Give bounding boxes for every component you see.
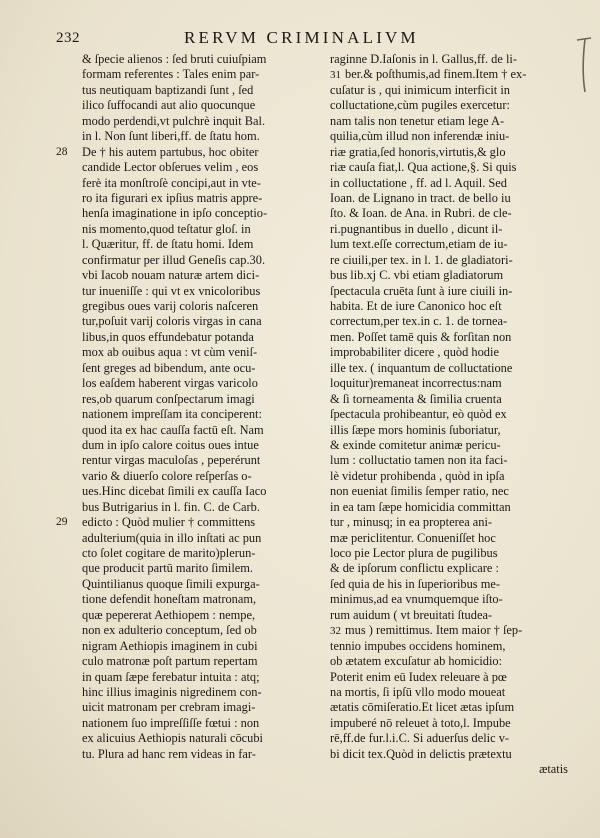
text-line [330, 469, 574, 484]
line-text: & de ipſorum conflictu explicare : [330, 561, 499, 576]
text-line [330, 500, 574, 515]
text-line [82, 253, 306, 268]
line-text: ſpectacula cruēta ſunt à iure ciuili in- [330, 283, 513, 298]
text-line [82, 423, 306, 438]
line-text: non eueniat ſimilis ſemper ratio, nec [330, 484, 509, 499]
text-line [82, 500, 306, 515]
line-text: in l. Non ſunt liberi,ff. de ſtatu hom. [82, 129, 260, 144]
line-text: libus,in quos effundebatur potanda [82, 329, 254, 344]
text-line [82, 623, 306, 638]
text-line [330, 685, 574, 700]
text-line [82, 191, 306, 206]
line-text: bi dicit tex.Quòd in delictis prætextu [330, 746, 512, 761]
text-line [330, 361, 574, 376]
text-line [82, 376, 306, 391]
text-line [330, 670, 574, 685]
line-text: Quintilianus quoque ſimili expurga- [82, 576, 260, 591]
text-line [82, 670, 306, 685]
line-text: improbabiliter dicere , quòd hodie [330, 345, 499, 360]
text-line [330, 484, 574, 499]
text-line [330, 114, 574, 129]
text-line [82, 731, 306, 746]
line-text: riæ cauſa fiat,l. Qua actione,§. Si quis [330, 160, 517, 175]
line-text: rentur virgas maculoſas , peperérunt [82, 453, 261, 468]
line-text: loquitur)remaneat incorrectus:nam [330, 376, 502, 391]
folio-number: 232 [56, 30, 80, 46]
line-text: riæ gratia,ſed honoris,virtutis,& glo [330, 144, 506, 159]
line-text: mæ periclitentur. Conueniſſet hoc [330, 530, 496, 545]
line-text: quod ita ex hac cauſſa factū eſt. Nam [82, 422, 264, 437]
line-text: impuberé nō releuet à toto,l. Impube [330, 715, 511, 730]
text-line [330, 531, 574, 546]
text-line [330, 731, 574, 746]
text-line [82, 206, 306, 221]
line-text: ues.Hinc dicebat ſimili ex cauſſa Iaco [82, 484, 267, 499]
text-line [330, 237, 574, 252]
line-text: ætatis cōmiſeratio.Et licet ætas ipſum [330, 700, 515, 715]
line-text: Ioan. de Lignano in tract. de bello iu [330, 190, 511, 205]
line-text: loco pie Lector plura de pugilibus [330, 546, 498, 560]
line-text: mus ) remittimus. Item maior † ſep- [345, 623, 523, 638]
text-line [82, 577, 306, 592]
text-line [82, 98, 306, 113]
text-line [82, 608, 306, 623]
text-line [82, 314, 306, 329]
text-line [330, 52, 574, 67]
line-text: modo perdendi,vt pulchrè inquit Bal. [82, 113, 266, 128]
line-text: mox ab ouibus aqua : vt cùm veniſ- [82, 345, 258, 360]
line-text: nam talis non tenetur etiam lege A- [330, 113, 505, 128]
text-line [82, 268, 306, 283]
catchword: ætatis [539, 762, 568, 777]
line-text: tione defendit honeſtam matronam, [82, 592, 257, 607]
line-text: hinc illius imaginis nigredinem con- [82, 684, 262, 699]
line-text: illis ſæpe mors hominis ſuboriatur, [330, 422, 501, 437]
text-line [330, 129, 574, 144]
line-text: in ea tam ſæpe homicidia committan [330, 499, 511, 514]
line-text: & exinde comitetur animæ pericu- [330, 437, 501, 452]
line-text: quilia,cùm illud non inferendæ iniu- [330, 129, 510, 144]
text-line [82, 52, 306, 67]
text-line [82, 469, 306, 484]
line-text: l. Quæritur, ff. de ſtatu homi. Idem [82, 237, 254, 252]
text-line [82, 284, 306, 299]
pencil-annotation-mark [574, 36, 594, 94]
line-text: quæ pepererat Aethiopem : nempe, [82, 607, 256, 622]
text-line [82, 129, 306, 144]
line-text: ex alicuius Aethiopis naturali cōcubi [82, 731, 263, 746]
text-line [82, 639, 306, 654]
text-line [330, 314, 574, 329]
line-text: ro ita figurari ex ipſius matris appre- [82, 190, 263, 205]
line-text: confirmatur per illud Geneſis cap.30. [82, 252, 266, 267]
text-line [82, 176, 306, 191]
inline-number: 31 [330, 69, 341, 82]
text-line [82, 330, 306, 345]
line-text: non ex adulterio conceptum, ſed ob [82, 623, 257, 638]
line-text: culo matronæ poſt partum repertam [82, 654, 258, 669]
line-text: De † his autem partubus, hoc obiter [82, 144, 259, 159]
text-line [82, 361, 306, 376]
text-line [56, 515, 306, 530]
line-text: ſent greges ad bibendum, ante ocu- [82, 360, 256, 375]
text-line [330, 700, 574, 715]
line-text: los eaſdem haberent virgas varicolo [82, 376, 258, 391]
line-text: minimus,ad ea vnumquemque iſto- [330, 592, 503, 607]
line-text: nationem ſuo impreſſiſſe fœtui : non [82, 715, 260, 730]
text-line [82, 453, 306, 468]
text-line [82, 685, 306, 700]
line-text: res,ob quarum conſpectarum imagi [82, 391, 255, 406]
text-line [82, 299, 306, 314]
line-text: Poterit enim eū Iudex releuare à pœ [330, 669, 507, 684]
line-text: ber.& poſthumis,ad finem.Item † ex- [345, 67, 527, 82]
text-line [330, 608, 574, 623]
line-text: tennio impubes occidens hominem, [330, 638, 506, 653]
margin-number: 28 [56, 145, 68, 158]
line-text: tur , minusq; in ea propterea ani- [330, 515, 493, 530]
line-text: tu. Plura ad hanc rem videas in far- [82, 746, 256, 761]
text-line [82, 654, 306, 669]
text-line [330, 345, 574, 360]
text-line [82, 438, 306, 453]
line-text: tus neutiquam baptizandi ſunt , ſed [82, 82, 254, 97]
line-text: ob ætatem excuſatur ab homicidio: [330, 654, 503, 669]
line-text: & ſi torneamenta & ſimilia cruenta [330, 391, 502, 406]
line-text: edicto : Quòd mulier † committens [82, 515, 256, 530]
text-line [330, 268, 574, 283]
text-line [330, 438, 574, 453]
text-line [330, 191, 574, 206]
line-text: colluctatione,cùm pugiles exercetur: [330, 98, 510, 113]
text-line [82, 237, 306, 252]
running-head: RERVM CRIMINALIVM [184, 28, 419, 47]
line-text: lè videtur prohibenda , quòd in ipſa [330, 468, 505, 483]
line-text: uicit matronam per crebram imagi- [82, 700, 256, 715]
text-line [330, 284, 574, 299]
text-line [330, 98, 574, 113]
line-text: cto ſolet cogitare de marito)plerun- [82, 546, 256, 560]
text-line [82, 392, 306, 407]
line-text: bus Butrigarius in l. fin. C. de Carb. [82, 499, 260, 514]
text-line [82, 531, 306, 546]
text-line [330, 145, 574, 160]
text-line [82, 561, 306, 576]
text-line [82, 222, 306, 237]
line-text: adulterium(quia in illo inſtati ac pun [82, 530, 262, 545]
text-line [82, 345, 306, 360]
line-text: tur,poſuit varij coloris virgas in cana [82, 314, 262, 329]
line-text: nis momento,quod teſtatur gloſ. in [82, 221, 251, 236]
line-text: candide Lector obſerues velim , eos [82, 160, 259, 175]
line-text: dum in ipſo calore coitus oues intue [82, 437, 259, 452]
text-line [82, 546, 306, 561]
margin-number: 29 [56, 516, 68, 529]
text-line [330, 176, 574, 191]
text-line [330, 83, 574, 98]
text-line [82, 160, 306, 175]
line-text: correctum,per tex.in c. 1. de tornea- [330, 314, 508, 329]
line-text: tur inueniſſe : qui vt ex vnicoloribus [82, 283, 261, 298]
line-text: ri.pugnantibus in duello , dicunt il- [330, 221, 503, 236]
text-line [330, 222, 574, 237]
text-line [330, 515, 574, 530]
line-text: nationem impreſſam ita conciperent: [82, 407, 262, 422]
line-text: lum text.eſſe correctum,etiam de iu- [330, 237, 508, 252]
line-text: habita. Et de iure Canonico hoc eſt [330, 299, 502, 313]
line-text: nigram Aethiopis imaginem in cubi [82, 638, 258, 653]
text-line [330, 253, 574, 268]
line-text: raginne D.Iaſonis in l. Gallus,ff. de li- [330, 52, 517, 66]
line-text: ſed quia de his in ſuperioribus me- [330, 576, 500, 591]
line-text: henſa imaginatione in ipſo conceptio- [82, 206, 268, 221]
text-line [330, 654, 574, 669]
text-line [82, 747, 306, 762]
line-text: cuſatur is , qui inimicum interficit in [330, 82, 510, 97]
line-text: re ciuili,per tex. in l. 1. de gladiatori- [330, 252, 513, 267]
text-line [330, 592, 574, 607]
text-line [330, 160, 574, 175]
line-text: ſpectacula prohibeantur, eò quòd ex [330, 407, 507, 422]
line-text: ille tex. ( inquantum de colluctatione [330, 360, 513, 375]
line-text: ilico ſuffocandi aut alio quocunque [82, 98, 256, 113]
text-line [82, 592, 306, 607]
text-line [330, 639, 574, 654]
text-line [330, 577, 574, 592]
line-text: formam referentes : Tales enim par- [82, 67, 260, 82]
text-line [330, 407, 574, 422]
text-line [330, 623, 574, 638]
left-text-column [56, 52, 306, 762]
line-text: bus lib.xj C. vbi etiam gladiatorum [330, 268, 504, 283]
text-line [330, 453, 574, 468]
line-text: ferè ita monſtroſè concipi,aut in vte- [82, 175, 261, 190]
text-line [82, 700, 306, 715]
line-text: ſto. & Ioan. de Ana. in Rubri. de cle- [330, 206, 512, 221]
line-text: men. Poſſet tamē quis & forſitan non [330, 329, 512, 344]
text-line [82, 83, 306, 98]
text-line [82, 67, 306, 82]
right-text-column [330, 52, 574, 778]
text-line [330, 423, 574, 438]
line-text: in colluctatione , ff. ad l. Aquil. Sed [330, 175, 507, 190]
text-line [330, 330, 574, 345]
text-line [330, 546, 574, 561]
line-text: gregibus oues varij coloris naſceren [82, 299, 259, 313]
line-text: in quam ſæpe ferebatur intuita : atq; [82, 669, 260, 684]
text-line [56, 144, 306, 160]
text-line [330, 392, 574, 407]
text-line [330, 561, 574, 576]
text-line [82, 484, 306, 499]
line-text: rē,ff.de fur.l.i.C. Si aduerſus delic v- [330, 731, 510, 746]
text-line [330, 716, 574, 731]
line-text: rum auidum ( vt breuitati ſtudea- [330, 607, 493, 622]
line-text: que producit partū marito ſimilem. [82, 561, 254, 576]
text-line [82, 114, 306, 129]
text-line [330, 206, 574, 221]
text-line [330, 67, 574, 82]
page-header [56, 26, 566, 48]
line-text: vario & diuerſo colore reſperſas o- [82, 468, 252, 483]
line-text: & ſpecie alienos : ſed bruti cuiuſpiam [82, 52, 267, 66]
line-text: na mortis, ſi ipſū vllo modo moueat [330, 684, 506, 699]
text-line [330, 376, 574, 391]
text-line [82, 716, 306, 731]
text-line [330, 747, 574, 762]
text-line [330, 299, 574, 314]
text-line [82, 407, 306, 422]
inline-number: 32 [330, 625, 341, 638]
line-text: lum : colluctatio tamen non ita faci- [330, 453, 508, 468]
line-text: vbi Iacob nouam naturæ artem dici- [82, 268, 260, 283]
